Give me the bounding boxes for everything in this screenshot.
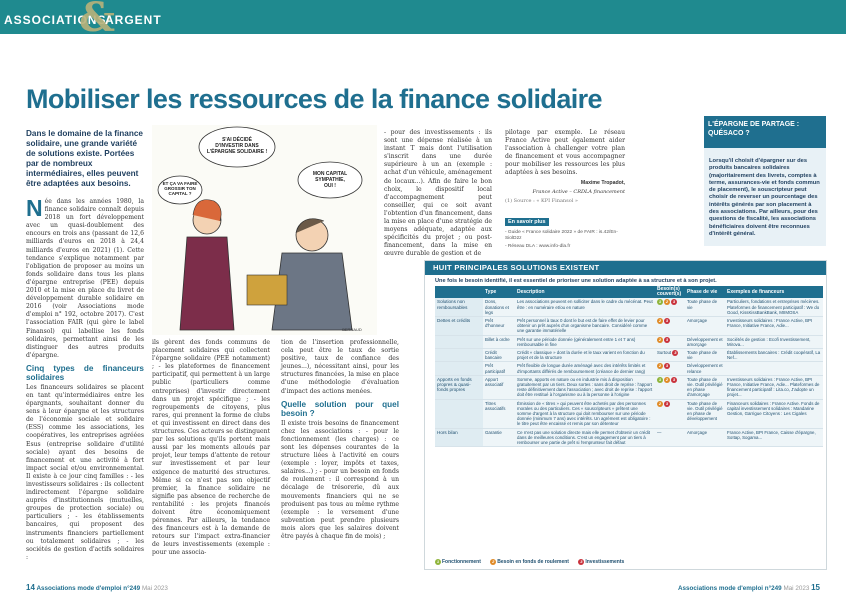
row-besoins: 1 2 3 [655, 298, 685, 316]
row-besoins: 2 3 [655, 317, 685, 336]
row-category: Hors bilan [435, 428, 483, 447]
col-header-besoins: Besoin(s) couvert(s) [655, 286, 685, 298]
bubble-2: ET ÇA VA FAIRE GROSSIR TON CAPITAL ? [162, 181, 198, 196]
cartoon-signature: BERNAUD [342, 327, 362, 332]
row-category [435, 335, 483, 348]
row-type: Prêt d'honneur [483, 317, 515, 336]
row-exemples: Investisseurs solidaires : France Active, BPI France, Initiative France, Adie... [725, 317, 823, 336]
row-exemples: Particuliers, fondations et entreprises mécènes. Plateformes de financement participatif : We do Good, KissKissBankBank, MIIMOSA [725, 298, 823, 316]
row-type: Billet à ordre [483, 335, 515, 348]
row-phase: Toute phase de vie. Outil privilégié en phase de développement [685, 399, 725, 428]
col3-p1: tion de l'insertion professionnelle, cela peut être le taux de sortie positive, taux de confiance des jeunes...), nécessitant ainsi, pour les structures financées, la mise en place d'une méthodologie d'évaluation d'impact des actions menées. [281, 339, 399, 395]
section-tag-2: ARGENT [105, 13, 162, 27]
author-role: France Active – CRDLA financement [532, 188, 625, 195]
legend-2: 2 Besoin en fonds de roulement [492, 559, 569, 565]
row-type: Titres associatifs [483, 399, 515, 428]
col-header-category [435, 286, 483, 298]
table-row [435, 335, 823, 348]
footer-date-right: Mai 2023 [783, 585, 810, 592]
subheading-solution: Quelle solution pour quel besoin ? [281, 399, 399, 418]
row-description: Les associations peuvent en solliciter dans le cadre du mécénat. Peut être : en numéraire et/ou en nature [515, 298, 655, 316]
row-phase: Amorçage [685, 428, 725, 447]
row-category [435, 399, 483, 428]
table-intro: Une fois le besoin identifié, il est essentiel de prioriser une solution adaptée à sa structure et à son projet. [435, 278, 717, 284]
lead-paragraph: Dans le domaine de la finance solidaire, une grande variété de solutions existe. Portées par de nombreux intermédiaires, elles peuvent être adaptées aux besoins. [26, 129, 143, 188]
row-type: Dons, donations et legs [483, 298, 515, 316]
table-header-row [435, 286, 823, 298]
legend-3: 3 Investissements [580, 559, 625, 565]
en-savoir-plus-tag: En savoir plus [505, 218, 549, 226]
table-row [435, 399, 823, 428]
row-besoins: 2 3 [655, 335, 685, 348]
row-besoins: Surtout 3 [655, 349, 685, 362]
bubble-1: S'AI DÉCIDÉ D'INVESTIR DANS L'ÉPARGNE SOLIDAIRE ! [206, 137, 268, 155]
row-description: Prêt personnel à taux 0 dont le but est de faire effet de levier pour obtenir un prêt auprès d'un organisme bancaire. Considéré comme une garantie immatérielle [515, 317, 655, 336]
section-tag: ASSOCIATIONS [4, 13, 107, 27]
table-row [435, 428, 823, 447]
table-row [435, 349, 823, 362]
table-row [435, 362, 823, 375]
cartoon-illustration [152, 125, 377, 335]
row-exemples: Sociétés de gestion : Ecofi Investissement, Mirova... [725, 335, 823, 348]
row-category [435, 349, 483, 362]
row-category: Dettes et crédits [435, 317, 483, 336]
table-row [435, 298, 823, 316]
sidebox-title: L'ÉPARGNE DE PARTAGE : QUÉSACO ? [704, 116, 826, 148]
footer-right [678, 583, 820, 592]
row-description: Somme, apports en nature ou en industrie mis à disposition gratuitement par un tiers. Deux sortes : sans droit de reprise : l'apport reste définitivement dans l'association ; avec droit de reprise : l'apport doit être restitué à l'organisme ou à la personne à l'origine [515, 375, 655, 399]
bubble-3: MON CAPITAL SYMPATHIE, OUI ! [312, 171, 348, 189]
col4-p1: - pour des investissements : ils sont une dépense réalisée à un instant T mais dont l'utilisation s'inscrit dans une durée supérieure à un an (exemple : achat d'un véhicule, aménagement de locaux...). Afin de faire le bon choix, le dispositif local d'accompagnement peut conseiller, qui ce soit avant l'obtention d'un financement, dans la mise en place d'une stratégie de moyens adéquate, adaptée aux spécificités du projet ; ou post-financement, dans la mise en œuvre durable de gestion et de [384, 129, 492, 258]
column-5 [505, 129, 625, 205]
row-type: Crédit bancaire [483, 349, 515, 362]
col2-p1: ils gèrent des fonds communs de placement solidaires qui collectent l'épargne solidaire (PEE notamment) ; - les plateformes de financement participatif, qui permettent à un large public (particuliers comme entreprises) d'investir directement dans un projet spécifique ; - les regroupements de citoyens, plus rares, qui prennent la forme de clubs et qui investissent en direct dans des structures. Ces acteurs se distinguent par les solutions qu'ils portent mais aussi par les moments alloués par projet, leur temps d'attente de retour sur investissement et par leur exigence de maturité des structures. Même si ce n'est pas son objectif premier, la finance solidaire ne signifie pas absence de recherche de rentabilité : les projets financés doivent être économiquement pérennes. Par ailleurs, la tendance des financeurs est à la demande de retours sur l'impact extra-financier de leurs investissements (exemple : pour une associa- [152, 339, 270, 557]
row-description: Émission de « titres » qui peuvent être achetés par des personnes morales ou des particuliers. Ces « souscripteurs » prêtent une somme d'argent à la structure qui doit rembourser sur une période donnée (minimum 7 ans) avec intérêts. Un agrément est obligatoire : le titre peut être encaissé et remis par son détenteur [515, 399, 655, 428]
col-header-phase: Phase de vie [685, 286, 725, 298]
footer-date-left: Mai 2023 [141, 585, 168, 592]
row-description: Prêt sur une période donnée (généralement entre 1 et 7 ans) remboursable in fine [515, 335, 655, 348]
subheading-financeurs: Cinq types de financeurs solidaires [26, 363, 144, 382]
row-exemples: Établissements bancaires : Crédit coopératif, La Nef... [725, 349, 823, 362]
row-phase: Toute phase de vie. Outil privilégié en phase d'amorçage [685, 375, 725, 399]
col-header-description: Description [515, 286, 655, 298]
row-description: Ce n'est pas une solution directe mais elle permet d'obtenir un crédit dans de meilleures conditions. C'est un engagement par un tiers à rembourser une partie de prêt si l'emprunteur fait défaut [515, 428, 655, 447]
col5-p1: pilotage par exemple. Le réseau France Active peut également aider l'association à challenger votre plan de financement et vous accompagner pour mobiliser les ressources les plus adaptées à ses besoins. [505, 129, 625, 177]
row-exemples [725, 362, 823, 375]
section-header [0, 0, 846, 41]
page-number-left: 14 [26, 583, 35, 592]
row-besoins: 2 3 [655, 399, 685, 428]
solutions-table-box [424, 260, 827, 570]
column-2 [152, 339, 270, 581]
row-type: Garantie [483, 428, 515, 447]
row-category [435, 362, 483, 375]
row-besoins: — [655, 428, 685, 447]
legend-1: 1 Fonctionnement [436, 559, 481, 565]
row-phase: Amorçage [685, 317, 725, 336]
row-category: Solutions non remboursables [435, 298, 483, 316]
table-legend [435, 559, 632, 565]
col-header-type: Type [483, 286, 515, 298]
col-header-exemples: Exemples de financeurs [725, 286, 823, 298]
column-4 [384, 129, 492, 258]
col1-p2: Les financeurs solidaires se placent en tant qu'intermédiaires entre les épargnants, souhaitant donner du sens à leur épargne et les structures de l'économie sociale et solidaire (ESS) comme les associations, les coopératives, les entreprises agréées Esus (entreprise solidaire d'utilité sociale) ayant des besoins de financement et une activité à fort impact social et/ou environnemental. Il existe à ce jour cinq familles : - les investisseurs solidaires : ils collectent indirectement l'épargne solidaire auprès d'institutionnels (mutuelles, groupes de protection sociale) ou particuliers ; - les établissements bancaires, qui proposent des instruments financiers partiellement ou totalement solidaires ; - les sociétés de gestion d'actifs solidaires : [26, 383, 144, 561]
sidebox-epargne-partage [704, 118, 826, 246]
row-phase: Développement et amorçage [685, 335, 725, 348]
footer-pub-left: Associations mode d'emploi n°249 [36, 585, 141, 592]
source-note: (1) Source : « KPI Finansol » [505, 197, 578, 204]
row-category: Apports en fonds propres & quasi-fonds propres [435, 375, 483, 399]
row-type: Prêt participatif [483, 362, 515, 375]
row-exemples: Financeurs solidaires : France Active. Fonds de capital investissement solidaires : Mandarine Gestion, Garrigue Citoyens : Les Cigales [725, 399, 823, 428]
page-title: Mobiliser les ressources de la finance solidaire [26, 84, 602, 114]
column-3 [281, 339, 399, 581]
en-savoir-plus-line-1: - Guide « France solidaire 2022 » de FAIR : is.42/En-SiolD2z [505, 230, 618, 241]
row-phase: Toute phase de vie [685, 349, 725, 362]
col1-p1: ée dans les années 1980, la finance solidaire connaît depuis 2018 un fort développement avec un quasi-doublement des encours en trois ans (passant de 12,6 milliards d'euros en 2018 à 24,4 milliards d'euros en 2021) (1). Cette tendance s'explique notamment par l'obligation de proposer au moins un fonds solidaire dans tous les plans d'épargne entreprise (PEE) depuis 2010 et la mise en place du livret de développement durable solidaire en 2016 (voir Associations mode d'emploi n° 192, octobre 2017). C'est l'association FAIR (qui gère le label Finansol) qui labellise les fonds solidaires, permettant ainsi de les distinguer des autres produits d'épargne. [26, 198, 144, 359]
row-exemples: Investisseurs solidaires : France Active, BPI France, Initiative France, Adie... Plateformes de financement participatif : Lita.co, J'adopte un projet... [725, 375, 823, 399]
row-phase: Toute phase de vie [685, 298, 725, 316]
ampersand-logo: & [79, 0, 116, 41]
row-phase: Développement et relance [685, 362, 725, 375]
dropcap: N [26, 195, 43, 221]
row-exemples: France Active, BPI France, Caisse d'épargne, SoItap, Sogama... [725, 428, 823, 447]
footer-left [26, 583, 168, 592]
table-row [435, 317, 823, 336]
page-number-right: 15 [811, 583, 820, 592]
en-savoir-plus-line-2: - Réseau DLA : www.info-dla.fr [505, 244, 571, 249]
col3-p2: Il existe trois besoins de financement chez les associations : - pour le fonctionnement (les charges) : ce sont les dépenses courantes de la structure liées à l'activité en cours (exemple : loyer, impôts et taxes, salaires...) ; - pour un besoin en fonds de roulement : il correspond à un décalage de trésorerie, dû aux mouvements financiers qui ne se produisent pas tous au même rythme (exemple : le versement d'une subvention peut prendre plusieurs mois alors que les salaires doivent être payés à chaque fin de mois) ; [281, 419, 399, 540]
row-description: Prêt flexible de longue durée aménagé avec des intérêts limités et d'importants différés de remboursement (créance de dernier rang) [515, 362, 655, 375]
row-besoins: 2 3 [655, 362, 685, 375]
en-savoir-plus [505, 210, 625, 250]
sidebox-text: Lorsqu'il choisit d'épargner sur des produits bancaires solidaires (majoritairement des livrets, comptes à terme, assurances-vie et fonds commun de placement), le souscripteur peut choisir de reverser un pourcentage des intérêts générés par son placement à des associations. Par ailleurs, pour des questions de fiscalité, les associations bénéficiaires doivent être reconnues d'intérêt général. [709, 158, 820, 237]
row-description: Crédit « classique » dont la durée et le taux varient en fonction du projet et de la structure [515, 349, 655, 362]
author-name: Maxime Tropadot, [580, 179, 625, 186]
table-row [435, 375, 823, 399]
row-besoins: 1 2 3 [655, 375, 685, 399]
table-title: HUIT PRINCIPALES SOLUTIONS EXISTENT [425, 261, 826, 275]
solutions-table [435, 286, 823, 447]
footer-pub-right: Associations mode d'emploi n°249 [677, 585, 782, 592]
row-type: Apport associatif [483, 375, 515, 399]
column-1 [26, 195, 144, 580]
